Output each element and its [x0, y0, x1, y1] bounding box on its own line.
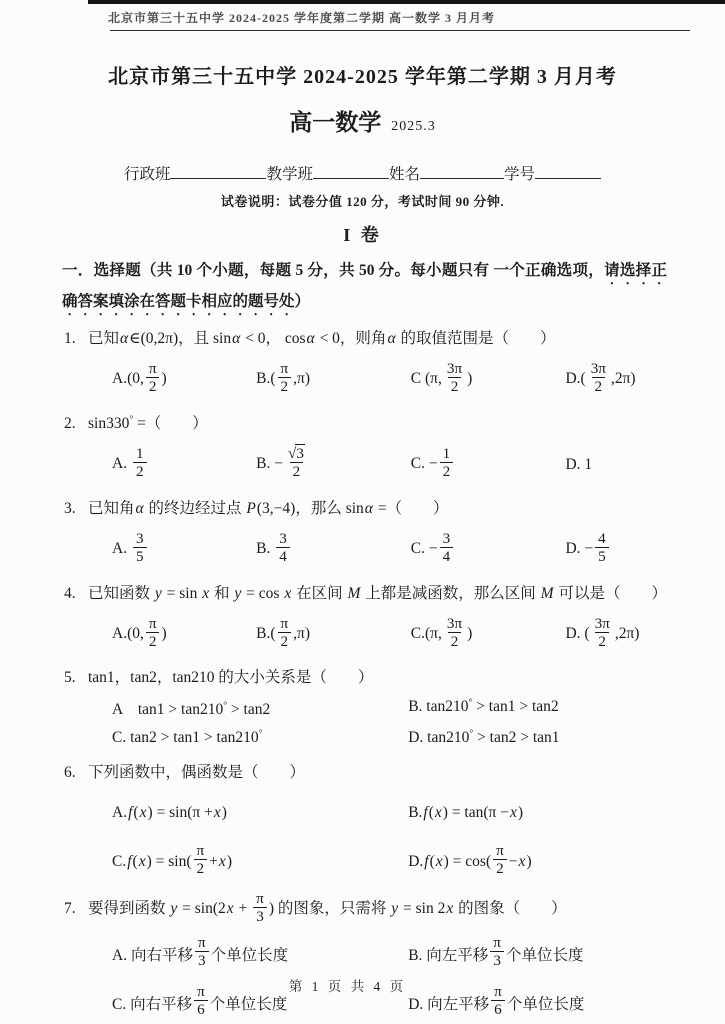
option-c: C. − $\frac{1}{2}$ [411, 447, 566, 482]
option-d: D. ( $\frac{3\pi}{2}$ ,2π) [565, 614, 640, 650]
teaching-class-label: 教学班 [266, 166, 313, 183]
question-number: 1. [64, 330, 76, 347]
question-1 [64, 327, 685, 403]
section-instructions-emphasized: 请选择正确答案填涂在答题卡相应的题号处 [62, 262, 667, 310]
question-number: 2. [64, 414, 76, 432]
option-c: C (π, $\frac{3\pi}{2}$ ) [410, 360, 473, 396]
section-instructions: 一．选择题（共 10 个小题，每题 5 分，共 50 分。每小题只有 一个正确选项， [62, 262, 605, 279]
question-number: 4. [64, 584, 76, 602]
option-a: A. $\frac{3}{5}$ [112, 532, 256, 567]
question-stem: 已知角α 的终边经过点 P(3,−4)，那么 sinα =（ ） [88, 499, 449, 517]
student-id-blank [535, 164, 601, 179]
name-blank [420, 164, 504, 179]
option-b: B. $\frac{3}{4}$ [256, 532, 411, 567]
question-stem: 已知函数 y = sin x 和 y = cos x 在区间 M 上都是减函数，那么区间 M 可以是（ ） [88, 584, 667, 602]
option-a: A.(0, $\frac{\pi}{2}$ ) [112, 614, 167, 650]
option-b: B. 向左平移 $\frac{\pi}{3}$ 个单位长度 [408, 934, 584, 970]
option-d: D.( $\frac{3\pi}{2}$ ,2π) [565, 360, 636, 396]
student-id-label: 学号 [504, 166, 536, 183]
question-stem: 下列函数中，偶函数是（ ） [88, 764, 306, 782]
option-b: B.( $\frac{\pi}{2}$ ,π) [256, 360, 311, 396]
running-header: 北京市第三十五中学 2024-2025 学年度第二学期 高一数学 3 月月考 [108, 11, 495, 25]
option-d: D. − $\frac{4}{5}$ [565, 532, 685, 567]
option-d: D. f ( x ) = cos( $\frac{\pi}{2}$ − x ) [408, 842, 532, 878]
question-6 [64, 761, 685, 883]
section-one-heading [62, 257, 667, 319]
question-6-options [64, 792, 685, 883]
volume-title: I 卷 [343, 225, 382, 245]
option-b: B. f ( x ) = tan(π − x ) [408, 803, 524, 821]
question-stem: 已知α∈(0,2π)，且 sinα < 0， cosα < 0，则角α 的取值范围是（ ） [88, 330, 556, 347]
option-c: C.(π, $\frac{3\pi}{2}$ ) [410, 614, 473, 650]
option-a: A. $\frac{1}{2}$ [112, 447, 256, 482]
exam-date: 2025.3 [391, 119, 436, 134]
option-a: A. f ( x ) = sin(π + x ) [112, 803, 227, 821]
question-list [64, 327, 685, 1024]
header-divider [110, 30, 690, 31]
option-d: D. 向左平移 $\frac{\pi}{6}$ 个单位长度 [408, 983, 585, 1019]
name-label: 姓名 [389, 166, 421, 183]
page-footer: 第 1 页 共 4 页 [288, 979, 407, 994]
option-a: A tan1 > tan210° > tan2 [112, 699, 271, 719]
admin-class-blank [170, 164, 266, 179]
question-number: 3. [64, 499, 76, 517]
question-2 [64, 412, 685, 488]
option-d: D. 1 [565, 455, 593, 473]
question-3-options [64, 527, 685, 573]
option-c: C. − $\frac{3}{4}$ [411, 532, 566, 567]
question-number: 6. [64, 764, 76, 782]
subject-title [0, 104, 725, 137]
section-instructions-close: ） [294, 293, 311, 310]
exam-note: 试卷说明：试卷分值 120 分，考试时间 90 分钟. [220, 194, 505, 209]
student-info-row [0, 162, 725, 184]
option-c: C. f ( x ) = sin( $\frac{\pi}{2}$ + x ) [112, 842, 232, 878]
question-1-options [64, 357, 685, 403]
option-b: B. tan210° > tan1 > tan2 [408, 697, 559, 716]
question-2-options [64, 442, 685, 488]
question-stem: tan1，tan2，tan210 的大小关系是（ ） [88, 669, 374, 687]
option-c: C. 向右平移 $\frac{\pi}{6}$ 个单位长度 [112, 983, 288, 1019]
question-number: 7. [64, 900, 76, 917]
option-b: B.( $\frac{\pi}{2}$ ,π) [256, 614, 311, 650]
question-4-options [64, 611, 685, 657]
question-7 [64, 889, 685, 1024]
question-stem: sin330° =（ ） [88, 413, 208, 432]
teaching-class-blank [313, 164, 389, 179]
option-b: B. − $\frac{√3}{2}$ [256, 445, 304, 481]
question-number: 5. [64, 669, 76, 687]
question-stem: 要得到函数 y = sin(2x + $\frac{\pi}{3}$ ) 的图象，只需将 y = sin 2x 的图象（ ） [88, 889, 567, 925]
option-a: A. 向右平移 $\frac{\pi}{3}$ 个单位长度 [112, 934, 289, 970]
admin-class-label: 行政班 [123, 166, 171, 183]
question-4 [64, 582, 685, 658]
question-3 [64, 497, 685, 573]
option-c: C. tan2 > tan1 > tan210° [112, 728, 263, 747]
subject-name: 高一数学 [289, 110, 382, 135]
question-5 [64, 666, 685, 752]
page-title: 北京市第三十五中学 2024-2025 学年第二学期 3 月月考 [108, 66, 617, 88]
option-d: D. tan210° > tan2 > tan1 [408, 728, 560, 747]
question-5-options [64, 697, 685, 752]
option-a: A.(0, $\frac{\pi}{2}$ ) [112, 360, 167, 396]
